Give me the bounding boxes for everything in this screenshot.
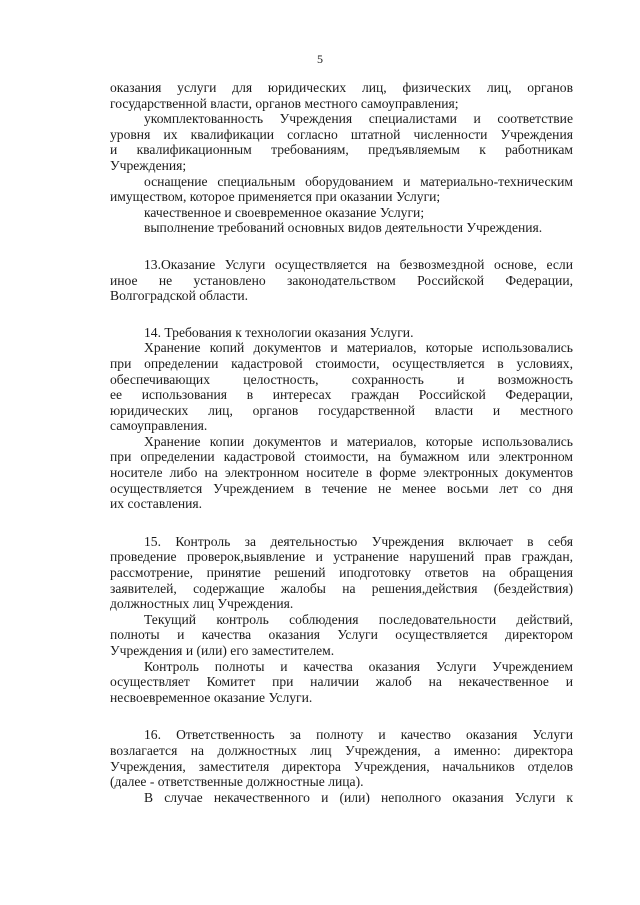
text-line: Хранение копии документов и материалов, которые использовались: [144, 433, 573, 449]
text-line: осуществляется Учреждением в течение не менее восьми лет со дня: [110, 480, 573, 496]
text-line: государственной власти, органов местного самоуправления;: [110, 95, 459, 111]
text-line: 13.Оказание Услуги осуществляется на безвозмездной основе, если: [144, 256, 573, 272]
page-number: 5: [317, 52, 323, 66]
paragraph: [110, 325, 573, 341]
text-line: при определении кадастровой стоимости, осуществляется в условиях,: [110, 355, 573, 371]
text-line: Волгоградской области.: [110, 288, 249, 304]
paragraph: [110, 111, 573, 173]
text-line: 15. Контроль за деятельностью Учреждения включает в себя: [144, 533, 573, 549]
text-line: проведение проверок,выявление и устранение нарушений прав граждан,: [110, 549, 573, 565]
paragraph: [110, 205, 573, 221]
paragraph: [110, 612, 573, 659]
paragraph: [110, 790, 573, 806]
text-line: Учреждения, заместителя директора Учреждения, начальников отделов: [110, 758, 573, 774]
paragraph-spacer: [110, 705, 573, 727]
text-line: (далее - ответственные должностные лица).: [110, 774, 364, 790]
text-line: Учреждения;: [110, 157, 187, 173]
paragraph-spacer: [110, 512, 573, 534]
text-line: Учреждения и (или) его заместителем.: [110, 643, 335, 658]
text-line: рассмотрение, принятие решений иподготовку ответов на обращения: [110, 565, 573, 581]
text-line: заявителей, содержащие жалобы на решения,действия (бездействия): [110, 580, 573, 596]
paragraph: [110, 434, 573, 512]
paragraph: [110, 534, 573, 612]
text-line: имуществом, которое применяется при оказании Услуги;: [110, 189, 441, 205]
text-line: обеспечивающих целостность, сохранность и возможность: [110, 371, 573, 387]
text-line: юридических лиц, органов государственной власти и местного: [110, 402, 573, 418]
paragraph: [110, 340, 573, 434]
text-line: их составления.: [110, 496, 203, 512]
paragraph: [110, 220, 573, 236]
text-line: оснащение специальным оборудованием и материально-техническим: [144, 173, 573, 189]
text-line: 16. Ответственность за полноту и качество оказания Услуги: [144, 727, 573, 743]
text-line: выполнение требований основных видов деятельности Учреждения.: [144, 220, 543, 236]
text-line: укомплектованность Учреждения специалистами и соответствие: [144, 111, 573, 127]
text-line: В случае некачественного и (или) неполного оказания Услуги к: [144, 789, 573, 805]
paragraph-spacer: [110, 304, 573, 325]
paragraph: [110, 659, 573, 706]
text-line: самоуправления.: [110, 418, 208, 434]
text-line: несвоевременное оказание Услуги.: [110, 689, 313, 705]
text-line: возлагается на должностных лиц Учреждения, а именно: директора: [110, 742, 573, 758]
text-line: качественное и своевременное оказание Услуги;: [144, 204, 425, 220]
text-line: оказания услуги для юридических лиц, физических лиц, органов: [110, 80, 573, 95]
paragraph: [110, 174, 573, 205]
text-line: Контроль полноты и качества оказания Услуги Учреждением: [144, 658, 573, 674]
paragraph-spacer: [110, 236, 573, 257]
text-line: при определении кадастровой стоимости, на бумажном или электронном: [110, 449, 573, 465]
text-line: должностных лиц Учреждения.: [110, 596, 294, 612]
text-line: 14. Требования к технологии оказания Услуги.: [144, 324, 414, 340]
paragraph: [110, 257, 573, 304]
text-line: осуществляет Комитет при наличии жалоб на некачественное и: [110, 674, 573, 690]
text-line: и квалификационным требованиям, предъявляемым к работникам: [110, 142, 573, 158]
document-body: [110, 80, 573, 805]
paragraph: [110, 80, 573, 111]
text-line: ее использования в интересах граждан Российской Федерации,: [110, 387, 573, 403]
text-line: иное не установлено законодательством Российской Федерации,: [110, 272, 573, 288]
text-line: уровня их квалификации согласно штатной численности Учреждения: [110, 126, 573, 142]
text-line: Хранение копий документов и материалов, которые использовались: [144, 340, 573, 356]
text-line: носителе либо на электронном носителе в форме электронных документов: [110, 465, 573, 481]
text-line: Текущий контроль соблюдения последовательности действий,: [144, 611, 573, 627]
paragraph: [110, 727, 573, 789]
text-line: полноты и качества оказания Услуги осуществляется директором: [110, 627, 573, 643]
